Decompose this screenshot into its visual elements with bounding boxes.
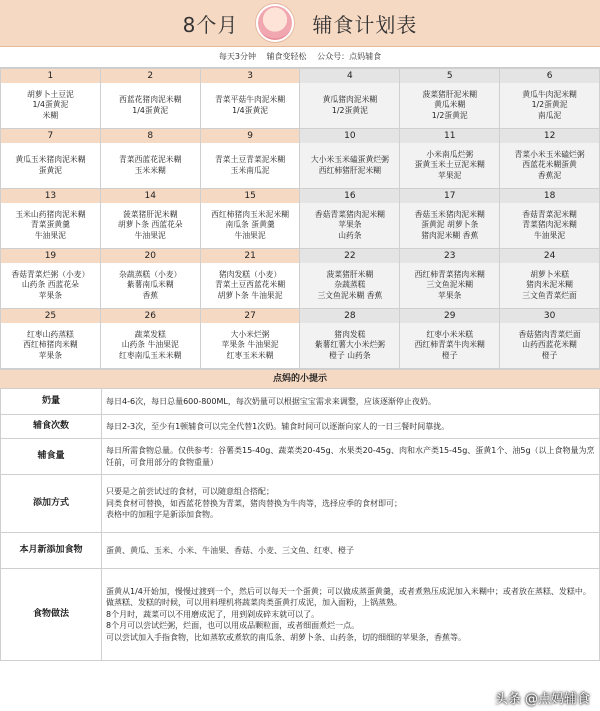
- menu-line: 橙子: [441, 350, 458, 360]
- day-cell: [100, 189, 200, 249]
- tip-content: [102, 569, 600, 661]
- menu-line: 黄瓜玉米猪肉泥米糊: [15, 155, 86, 164]
- day-cell: [500, 309, 600, 369]
- day-menu: [101, 263, 200, 308]
- tip-label: 辅食量: [1, 439, 102, 475]
- day-menu: [400, 83, 499, 128]
- menu-line: 1/2蛋黄泥: [431, 110, 468, 120]
- subtitle-item: 每天3分钟: [218, 52, 256, 61]
- day-menu: [101, 83, 200, 128]
- tip-line: 每日4-6次，每日总量600-800ML，每次奶量可以根据宝宝需求来调整，应该逐渐停止夜奶。: [106, 396, 436, 406]
- menu-line: 青菜小米玉米磕烂粥: [514, 149, 585, 159]
- menu-line: 南瓜条 蛋黄羹: [225, 220, 275, 230]
- menu-line: 紫薯红薯大小米烂粥: [314, 340, 385, 350]
- day-number: 6: [500, 69, 599, 83]
- menu-line: 红枣山药蒸糕: [27, 329, 74, 339]
- day-menu: [201, 143, 300, 188]
- tip-line: 8个月可以尝试烂粥，烂面，也可以用成品颗粒面，或者细面煮烂一点。: [106, 621, 360, 631]
- day-cell: [100, 249, 200, 309]
- day-number: 19: [1, 249, 100, 263]
- menu-line: 青菜土豆青菜泥米糊: [214, 155, 286, 164]
- subtitle-item: 辅食变轻松: [266, 52, 307, 61]
- tip-line: 8个月时，蔬菜可以不用磨成泥了，用到剁成碎末就可以了。: [106, 609, 320, 619]
- day-number: 28: [300, 309, 399, 323]
- day-number: 23: [400, 249, 499, 263]
- menu-line: 牛油果泥: [134, 230, 166, 240]
- day-number: 24: [500, 249, 599, 263]
- menu-line: 米糊: [42, 110, 59, 120]
- menu-line: 山药条 西蓝花朵: [21, 280, 79, 290]
- day-number: 25: [1, 309, 100, 323]
- day-cell: [300, 69, 400, 129]
- menu-line: 胡萝卜条 牛油果泥: [217, 290, 283, 300]
- day-number: 26: [101, 309, 200, 323]
- tip-line: 表格中的加粗字是新添加食物。: [106, 510, 218, 520]
- menu-line: 牛油果泥: [533, 230, 566, 240]
- page-title: 辅食计划表: [312, 12, 418, 37]
- tip-content: [102, 439, 600, 475]
- day-number: 22: [300, 249, 399, 263]
- menu-line: 西红柿青菜牛肉米糊: [414, 340, 485, 350]
- day-number: 20: [101, 249, 200, 263]
- day-number: 29: [400, 309, 499, 323]
- menu-line: 青菜土豆西蓝花米糊: [214, 280, 286, 290]
- day-cell: [500, 189, 600, 249]
- menu-line: 蔬菜发糕: [134, 329, 166, 339]
- day-menu: [201, 83, 300, 128]
- day-grid: [0, 68, 600, 369]
- menu-line: 蛋黄泥: [38, 165, 63, 175]
- menu-line: 大小米玉米磕蛋黄烂粥: [310, 155, 389, 164]
- tip-line: 只要是之前尝试过的食材，可以随意组合搭配；: [106, 487, 274, 497]
- day-menu: [300, 83, 399, 128]
- menu-line: 西红柿猪肉米糊: [23, 340, 78, 350]
- menu-line: 1/4蛋黄泥: [232, 105, 269, 115]
- page-title-age: 8个月: [182, 12, 239, 37]
- menu-line: 1/4蛋黄泥: [32, 100, 69, 110]
- menu-line: 青菜平菇牛肉泥米糊: [214, 95, 286, 104]
- day-number: 12: [500, 129, 599, 143]
- menu-line: 蛋黄玉米土豆泥米糊: [414, 160, 485, 170]
- menu-line: 西红柿猪肉玉米泥米糊: [211, 209, 290, 219]
- day-menu: [201, 263, 300, 308]
- menu-line: 香菇青菜泥米糊: [522, 209, 577, 219]
- tip-line: 每日2-3次，至少有1顿辅食可以完全代替1次奶。辅食时间可以逐渐向家人的一日三餐时间靠拢。: [106, 421, 450, 431]
- menu-line: 香菇猪肉青菜烂面: [518, 329, 581, 339]
- menu-line: 苹果条: [38, 290, 63, 300]
- menu-line: 玉米米糊: [134, 165, 166, 175]
- tip-line: 每日所需食物总量。仅供参考：谷薯类15-40g、蔬菜类20-45g、水果类20-45g、肉和水产类15-45g、蛋黄1个、油5g（以上食物量为烹饪前，可食用部分的食物重量）: [106, 446, 595, 467]
- menu-line: 苹果条: [38, 350, 63, 360]
- day-cell: [300, 249, 400, 309]
- day-number: 10: [300, 129, 399, 143]
- menu-line: 山药条: [338, 230, 362, 240]
- menu-line: 牛油果泥: [34, 230, 66, 240]
- day-cell: [1, 249, 101, 309]
- menu-line: 西红柿猪肝泥米糊: [318, 165, 382, 175]
- day-menu: [1, 143, 100, 188]
- menu-line: 胡萝卜条 西蓝花朵: [117, 220, 183, 230]
- day-menu: [300, 143, 399, 188]
- menu-line: 山药西蓝花米糊: [522, 340, 577, 350]
- day-menu: [500, 323, 599, 368]
- tip-label: 辅食次数: [1, 415, 102, 439]
- tip-row: [1, 389, 600, 415]
- week-row: [1, 309, 600, 369]
- menu-line: 苹果条: [438, 290, 462, 300]
- watermark: 头条 @点妈辅食: [494, 692, 590, 707]
- day-cell: [300, 309, 400, 369]
- day-cell: [200, 249, 300, 309]
- day-menu: [1, 203, 100, 248]
- day-number: 30: [500, 309, 599, 323]
- menu-line: 山药条 牛油果泥: [121, 340, 179, 350]
- menu-line: 玉米南瓜泥: [230, 165, 270, 175]
- menu-line: 杂蔬蒸糕: [334, 280, 366, 290]
- day-cell: [400, 189, 500, 249]
- menu-line: 苹果条 牛油果泥: [221, 340, 279, 350]
- baby-avatar-icon: [256, 4, 294, 42]
- tip-content: [102, 475, 600, 533]
- tip-row: [1, 475, 600, 533]
- day-menu: [500, 83, 599, 128]
- day-number: 7: [1, 129, 100, 143]
- day-number: 14: [101, 189, 200, 203]
- menu-line: 1/2蛋黄泥: [531, 100, 568, 110]
- day-cell: [100, 129, 200, 189]
- day-cell: [400, 309, 500, 369]
- day-cell: [400, 249, 500, 309]
- day-cell: [500, 69, 600, 129]
- menu-line: 香菇青菜猪肉泥米糊: [314, 209, 385, 219]
- tip-line: 做蒸糕、发糕的时候，可以用料理机将蔬菜肉类蛋黄打成泥，加入面粉，上锅蒸熟。: [106, 598, 402, 608]
- menu-line: 黄瓜牛肉泥米糊: [522, 89, 577, 99]
- tip-label: 添加方式: [1, 475, 102, 533]
- day-menu: [1, 83, 100, 128]
- day-number: 18: [500, 189, 599, 203]
- day-menu: [400, 203, 499, 248]
- day-cell: [200, 69, 300, 129]
- menu-line: 青菜猪肉泥米糊: [522, 220, 577, 230]
- menu-line: 猪肉发糕（小麦）: [218, 269, 282, 279]
- day-cell: [100, 69, 200, 129]
- day-menu: [400, 143, 499, 188]
- menu-line: 香蕉泥: [537, 170, 562, 180]
- tips-table: [0, 388, 600, 661]
- menu-line: 青菜西蓝花泥米糊: [119, 155, 182, 164]
- day-menu: [300, 263, 399, 308]
- day-number: 27: [201, 309, 300, 323]
- tip-label: 食物做法: [1, 569, 102, 661]
- day-number: 1: [1, 69, 100, 83]
- day-number: 5: [400, 69, 499, 83]
- menu-line: 黄瓜米糊: [434, 100, 466, 110]
- day-cell: [400, 129, 500, 189]
- day-number: 8: [101, 129, 200, 143]
- tip-label: 本月新添加食物: [1, 533, 102, 569]
- day-number: 21: [201, 249, 300, 263]
- title-bar: [0, 0, 600, 47]
- menu-line: 红枣小米米糕: [426, 329, 474, 339]
- menu-line: 苹果条: [338, 220, 362, 230]
- day-menu: [500, 143, 599, 188]
- tip-line: 蛋黄、黄瓜、玉米、小米、牛油果、香菇、小麦、三文鱼、红枣、橙子: [106, 545, 354, 555]
- day-number: 4: [300, 69, 399, 83]
- menu-line: 菠菜猪肝米糊: [326, 269, 374, 279]
- menu-line: 1/2蛋黄泥: [331, 105, 368, 115]
- week-row: [1, 129, 600, 189]
- tip-content: [102, 389, 600, 415]
- day-menu: [1, 323, 100, 368]
- day-cell: [200, 129, 300, 189]
- menu-line: 香菇玉米猪肉泥米糊: [414, 209, 485, 219]
- menu-line: 菠菜猪肝泥米糊: [422, 89, 478, 99]
- day-menu: [101, 203, 200, 248]
- menu-line: 杂蔬蒸糕（小麦）: [119, 269, 182, 279]
- day-menu: [101, 143, 200, 188]
- tip-line: 蛋黄从1/4开始加，慢慢过渡到一个，然后可以每天一个蛋黄；可以做成蒸蛋黄羹，或者煮熟压成泥加入米糊中；或者放在蒸糕、发糕中。: [106, 586, 591, 596]
- day-cell: [200, 309, 300, 369]
- day-menu: [300, 323, 399, 368]
- day-number: 11: [400, 129, 499, 143]
- day-number: 17: [400, 189, 499, 203]
- menu-line: 橙子 山药条: [329, 350, 371, 360]
- day-cell: [500, 129, 600, 189]
- subtitle: [0, 47, 600, 68]
- day-menu: [300, 203, 399, 248]
- menu-line: 猪肉泥米糊 香蕉: [421, 230, 479, 240]
- day-number: 2: [101, 69, 200, 83]
- menu-line: 西蓝花猪肉泥米糊: [119, 95, 182, 104]
- tip-line: 可以尝试加入手指食物，比如蒸软或煮软的南瓜条、胡萝卜条、山药条，切的细细的苹果条，香蕉等。: [106, 632, 466, 642]
- menu-line: 红枣玉米米糊: [226, 350, 274, 360]
- day-cell: [400, 69, 500, 129]
- menu-line: 三文鱼青菜烂面: [522, 290, 577, 300]
- menu-line: 蛋黄泥 胡萝卜条: [421, 220, 479, 230]
- day-cell: [1, 309, 101, 369]
- menu-line: 菠菜猪肝泥米糊: [122, 209, 178, 219]
- menu-line: 猪肉米泥米糊: [526, 280, 573, 290]
- menu-line: 紫薯南瓜米糊: [126, 280, 174, 290]
- menu-line: 大小米烂粥: [230, 329, 270, 339]
- tips-header: 点妈的小提示: [0, 369, 600, 388]
- menu-line: 胡萝卜米糕: [530, 269, 570, 279]
- day-cell: [300, 129, 400, 189]
- day-menu: [101, 323, 200, 368]
- tip-row: [1, 439, 600, 475]
- day-number: 16: [300, 189, 399, 203]
- menu-line: 1/4蛋黄泥: [132, 105, 169, 115]
- menu-line: 红枣南瓜玉米米糊: [119, 350, 182, 360]
- menu-line: 牛油果泥: [234, 230, 266, 240]
- menu-line: 胡萝卜土豆泥: [27, 89, 74, 99]
- day-cell: [100, 309, 200, 369]
- day-number: 3: [201, 69, 300, 83]
- week-row: [1, 189, 600, 249]
- day-cell: [300, 189, 400, 249]
- menu-line: 橙子: [541, 350, 558, 360]
- menu-line: 西红柿青菜猪肉米糊: [414, 269, 485, 279]
- menu-line: 猪肉发糕: [334, 329, 366, 339]
- day-number: 9: [201, 129, 300, 143]
- menu-line: 香蕉: [142, 290, 159, 300]
- day-cell: [500, 249, 600, 309]
- day-number: 15: [201, 189, 300, 203]
- menu-line: 西蓝花米糊蛋黄: [522, 160, 577, 170]
- day-menu: [201, 323, 300, 368]
- day-menu: [400, 263, 499, 308]
- tip-content: [102, 415, 600, 439]
- day-cell: [1, 189, 101, 249]
- tip-row: [1, 569, 600, 661]
- week-row: [1, 249, 600, 309]
- menu-line: 玉米山药猪肉泥米糊: [15, 209, 86, 219]
- day-cell: [1, 69, 101, 129]
- tip-content: [102, 533, 600, 569]
- day-menu: [1, 263, 100, 308]
- menu-line: 南瓜泥: [537, 110, 562, 120]
- day-cell: [1, 129, 101, 189]
- menu-line: 黄瓜猪肉泥米糊: [322, 95, 378, 104]
- menu-line: 小米南瓜烂粥: [426, 149, 474, 159]
- day-number: 13: [1, 189, 100, 203]
- tip-row: [1, 415, 600, 439]
- week-row: [1, 69, 600, 129]
- day-cell: [200, 189, 300, 249]
- menu-line: 香菇青菜烂粥（小麦）: [11, 269, 90, 279]
- day-menu: [500, 263, 599, 308]
- menu-line: 三文鱼泥米糊: [426, 280, 474, 290]
- tip-label: 奶量: [1, 389, 102, 415]
- subtitle-item: 公众号：点妈辅食: [317, 52, 382, 61]
- day-menu: [500, 203, 599, 248]
- menu-line: 青菜蛋黄羹: [30, 220, 70, 230]
- menu-line: 苹果泥: [438, 170, 462, 180]
- tip-line: 同类食材可替换，如西蓝花替换为青菜，猪肉替换为牛肉等，选择应季的食材即可；: [106, 498, 402, 508]
- day-menu: [201, 203, 300, 248]
- menu-line: 三文鱼泥米糊 香蕉: [317, 290, 383, 300]
- day-menu: [400, 323, 499, 368]
- tip-row: [1, 533, 600, 569]
